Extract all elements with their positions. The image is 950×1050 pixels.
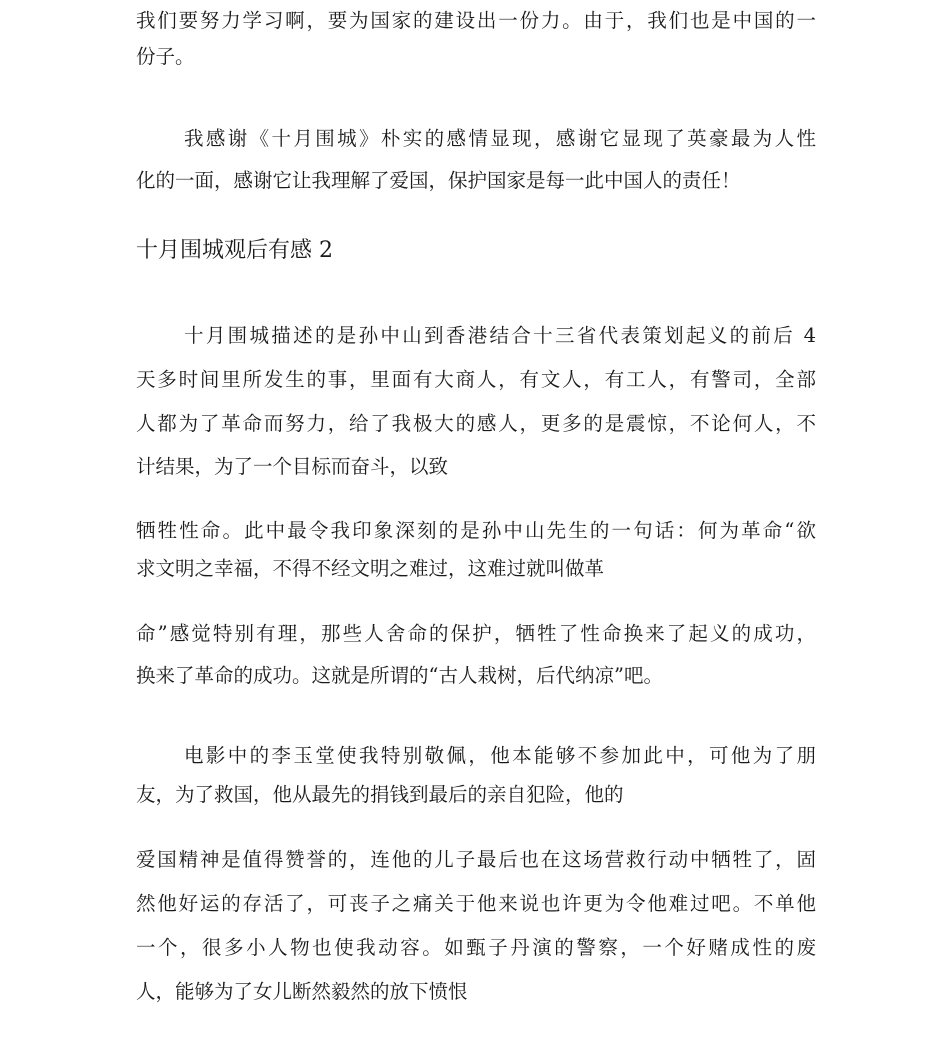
paragraph-6-line-2: 友，为了救国，他从最先的捐钱到最后的亲自犯险，他的 — [136, 783, 624, 806]
paragraph-7-line-4: 人，能够为了女儿断然毅然的放下愤恨 — [136, 980, 468, 1003]
paragraph-6-line-1: 电影中的李玉堂使我特别敬佩，他本能够不参加此中，可他为了朋 — [184, 744, 816, 767]
paragraph-3-line-4: 计结果，为了一个目标而奋斗，以致 — [136, 455, 449, 478]
paragraph-1-line-2: 份子。 — [136, 45, 195, 68]
paragraph-2-line-2: 化的一面，感谢它让我理解了爱国，保护国家是每一此中国人的责任！ — [136, 169, 741, 192]
paragraph-2-line-1: 我感谢《十月围城》朴实的感情显现，感谢它显现了英豪最为人性 — [184, 127, 816, 150]
paragraph-7-line-1: 爱国精神是值得赞誉的，连他的儿子最后也在这场营救行动中牺牲了，固 — [136, 848, 816, 871]
paragraph-3-line-1: 十月围城描述的是孙中山到香港结合十三省代表策划起义的前后 4 — [184, 324, 816, 347]
paragraph-4-line-1: 牺牲性命。此中最令我印象深刻的是孙中山先生的一句话：何为革命“欲 — [136, 519, 816, 542]
paragraph-1-line-1: 我们要努力学习啊，要为国家的建设出一份力。由于，我们也是中国的一 — [136, 9, 816, 32]
paragraph-7-line-3: 一个，很多小人物也使我动容。如甄子丹演的警察，一个好赌成性的废 — [136, 936, 816, 959]
paragraph-4-line-2: 求文明之幸福，不得不经文明之难过，这难过就叫做革 — [136, 557, 605, 580]
paragraph-5-line-1: 命”感觉特别有理，那些人舍命的保护，牺牲了性命换来了起义的成功， — [136, 622, 816, 645]
paragraph-3-line-3: 人都为了革命而努力，给了我极大的感人，更多的是震惊，不论何人，不 — [136, 412, 816, 435]
paragraph-3-line-2: 天多时间里所发生的事，里面有大商人，有文人，有工人，有警司，全部 — [136, 368, 816, 391]
section-heading: 十月围城观后有感 2 — [136, 238, 333, 263]
paragraph-5-line-2: 换来了革命的成功。这就是所谓的“古人栽树，后代纳凉”吧。 — [136, 664, 663, 687]
paragraph-7-line-2: 然他好运的存活了，可丧子之痛关于他来说也许更为令他难过吧。不单他 — [136, 892, 816, 915]
